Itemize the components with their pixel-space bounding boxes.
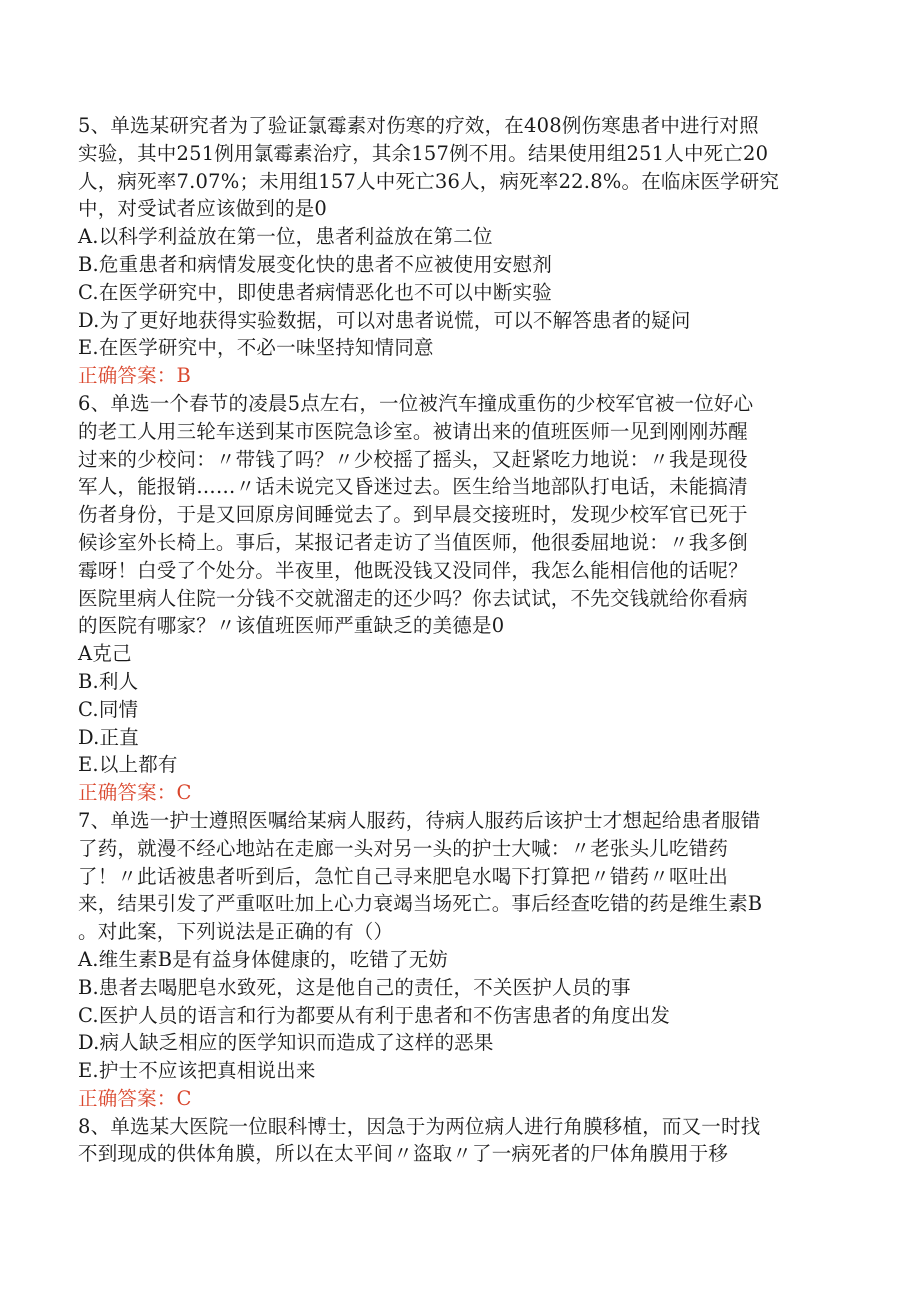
option-b: B.危重患者和病情发展变化快的患者不应被使用安慰剂 [78,252,553,276]
question-text-line: 5、单选某研究者为了验证氯霉素对伤寒的疗效，在408例伤寒患者中进行对照 [78,114,759,137]
option-a: A.维生素B是有益身体健康的，吃错了无妨 [78,947,449,971]
question-text-line: 6、单选一个春节的凌晨5点左右，一位被汽车撞成重伤的少校军官被一位好心 [78,391,754,415]
option-d: D.为了更好地获得实验数据，可以对患者说慌，可以不解答患者的疑问 [78,308,691,332]
option-d: D.正直 [78,725,139,749]
option-c: C.在医学研究中，即使患者病情恶化也不可以中断实验 [78,280,552,304]
option-e: E.在医学研究中，不必一味坚持知情同意 [78,336,434,360]
correct-answer: 正确答案：C [78,781,192,805]
option-e: E.以上都有 [78,753,178,777]
correct-answer: 正确答案：B [78,364,192,388]
question-text-line: 军人，能报销……〃话未说完又昏迷过去。医生给当地部队打电话，未能搞清 [78,475,748,499]
question-5 [78,112,838,390]
document-page [78,112,838,1168]
question-text-line: 霉呀！白受了个处分。半夜里，他既没钱又没同伴，我怎么能相信他的话呢？ [78,558,748,582]
question-text-line: 过来的少校问：〃带钱了吗？〃少校摇了摇头，又赶紧吃力地说：〃我是现役 [78,447,748,471]
question-6 [78,390,838,807]
question-text-line: 了药，就漫不经心地站在走廊一头对另一头的护士大喊：〃老张头儿吃错药 [78,836,729,860]
question-text-line: 不到现成的供体角膜，所以在太平间〃盗取〃了一病死者的尸体角膜用于移 [78,1142,729,1166]
option-b: B.利人 [78,669,139,693]
question-text-line: 伤者身份，于是又回原房间睡觉去了。到早晨交接班时，发现少校军官已死于 [78,503,748,527]
question-text-line: 候诊室外长椅上。事后，某报记者走访了当值医师，他很委屈地说：〃我多倒 [78,530,748,554]
question-text-line: 。对此案，下列说法是正确的有（） [78,920,394,944]
question-text-line: 实验，其中251例用氯霉素治疗，其余157例不用。结果使用组251人中死亡20 [78,141,769,165]
question-text-line: 的老工人用三轮车送到某市医院急诊室。被请出来的值班医师一见到刚刚苏醒 [78,419,748,443]
option-e: E.护士不应该把真相说出来 [78,1059,316,1083]
question-text-line: 了！〃此话被患者听到后，急忙自己寻来肥皂水喝下打算把〃错药〃呕吐出 [78,864,729,888]
question-text-line: 人，病死率7.07%；未用组157人中死亡36人，病死率22.8%。在临床医学研究 [78,169,780,193]
option-b: B.患者去喝肥皂水致死，这是他自己的责任，不关医护人员的事 [78,975,631,999]
question-text-line: 来，结果引发了严重呕吐加上心力衰竭当场死亡。事后经查吃错的药是维生素B [78,892,763,916]
option-c: C.同情 [78,697,139,721]
option-c: C.医护人员的语言和行为都要从有利于患者和不伤害患者的角度出发 [78,1003,671,1027]
question-7 [78,807,838,1113]
option-a: A.以科学利益放在第一位，患者利益放在第二位 [78,225,493,249]
question-text-line: 中，对受试者应该做到的是0 [78,197,328,221]
question-text-line: 8、单选某大医院一位眼科博士，因急于为两位病人进行角膜移植，而又一时找 [78,1114,761,1138]
question-text-line: 医院里病人住院一分钱不交就溜走的还少吗？你去试试，不先交钱就给你看病 [78,586,748,610]
question-8 [78,1113,838,1169]
question-text-line: 的医院有哪家？〃该值班医师严重缺乏的美德是0 [78,614,505,638]
option-d: D.病人缺乏相应的医学知识而造成了这样的恶果 [78,1031,494,1055]
option-a: A克己 [78,642,132,666]
question-text-line: 7、单选一护士遵照医嘱给某病人服药，待病人服药后该护士才想起给患者服错 [78,808,761,832]
correct-answer: 正确答案：C [78,1086,192,1110]
